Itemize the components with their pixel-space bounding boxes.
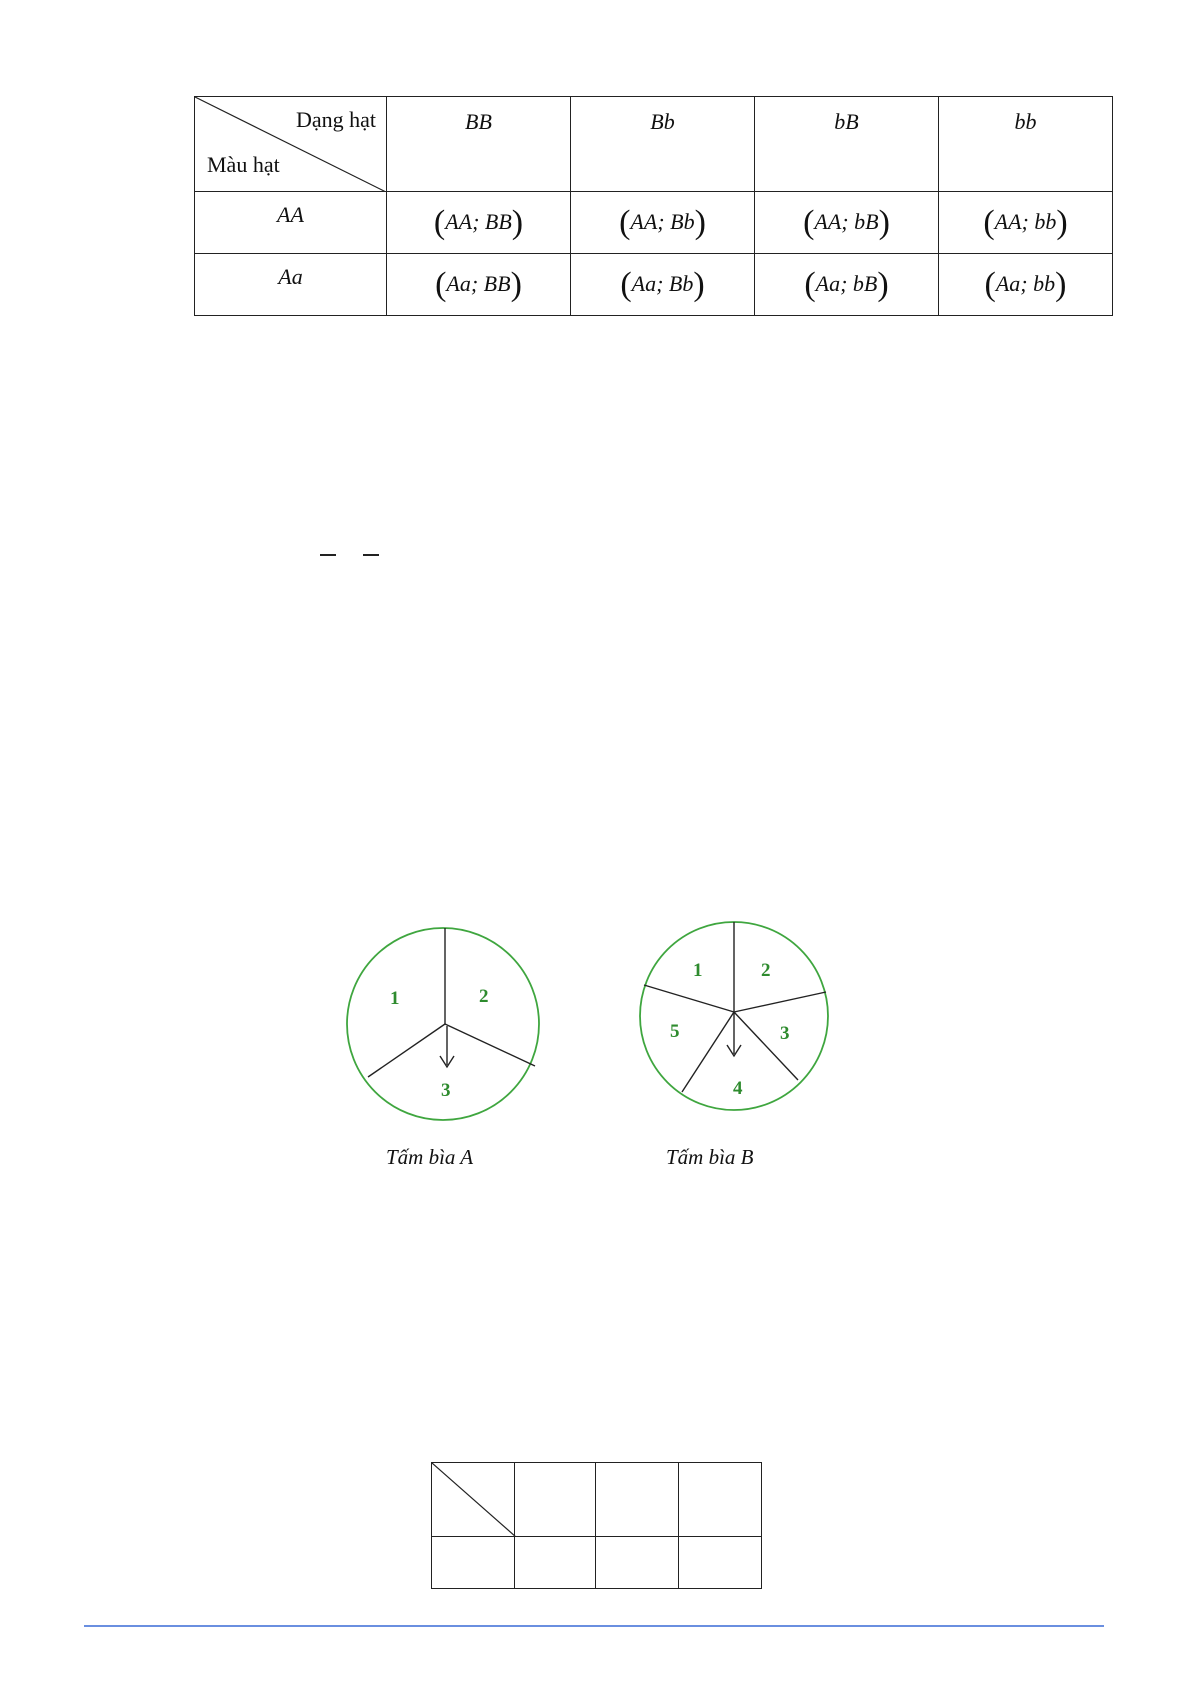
sector-label: 4 [733,1078,743,1099]
pair-cell: (Aa; bb) [939,254,1113,316]
fraction-bar [363,554,379,556]
corner-label-top: Dạng hạt [295,107,376,132]
fraction-bar [320,554,336,556]
table-row [432,1537,762,1589]
pair-cell: (AA; Bb) [571,192,755,254]
empty-outcome-table [431,1462,762,1589]
corner-label-bottom: Màu hạt [207,152,280,177]
spinner-a-caption: Tấm bìa A [386,1145,474,1169]
pair-cell: (AA; bB) [755,192,939,254]
table-row [195,192,1113,254]
spinner-b-diagram [630,914,845,1124]
sector-label: 1 [693,960,703,981]
pair-cell: (AA; bb) [939,192,1113,254]
column-header: bB [755,97,939,192]
spinner-a-diagram [340,920,555,1130]
table-cell [596,1463,679,1537]
column-header: Bb [571,97,755,192]
sector-label: 2 [479,986,489,1007]
pair-cell: (AA; BB) [387,192,571,254]
table-cell [515,1463,596,1537]
column-header: BB [387,97,571,192]
table-row [195,254,1113,316]
corner-diagonal [432,1463,516,1537]
row-header: AA [195,192,387,254]
sector-label: 5 [670,1021,680,1042]
sector-label: 3 [441,1080,451,1101]
table-cell [679,1463,762,1537]
pair-cell: (Aa; BB) [387,254,571,316]
table-cell [596,1537,679,1589]
spinner-b-caption: Tấm bìa B [666,1145,754,1169]
sector-label: 1 [390,988,400,1009]
table-corner-cell [195,97,387,192]
table-corner-cell [432,1463,515,1537]
table-cell [679,1537,762,1589]
table-cell [515,1537,596,1589]
pair-cell: (Aa; bB) [755,254,939,316]
sector-label: 2 [761,960,771,981]
seed-combination-table [194,96,1113,316]
table-cell [432,1537,515,1589]
footer-divider [84,1625,1104,1627]
column-header: bb [939,97,1113,192]
pair-cell: (Aa; Bb) [571,254,755,316]
row-header: Aa [195,254,387,316]
sector-label: 3 [780,1023,790,1044]
